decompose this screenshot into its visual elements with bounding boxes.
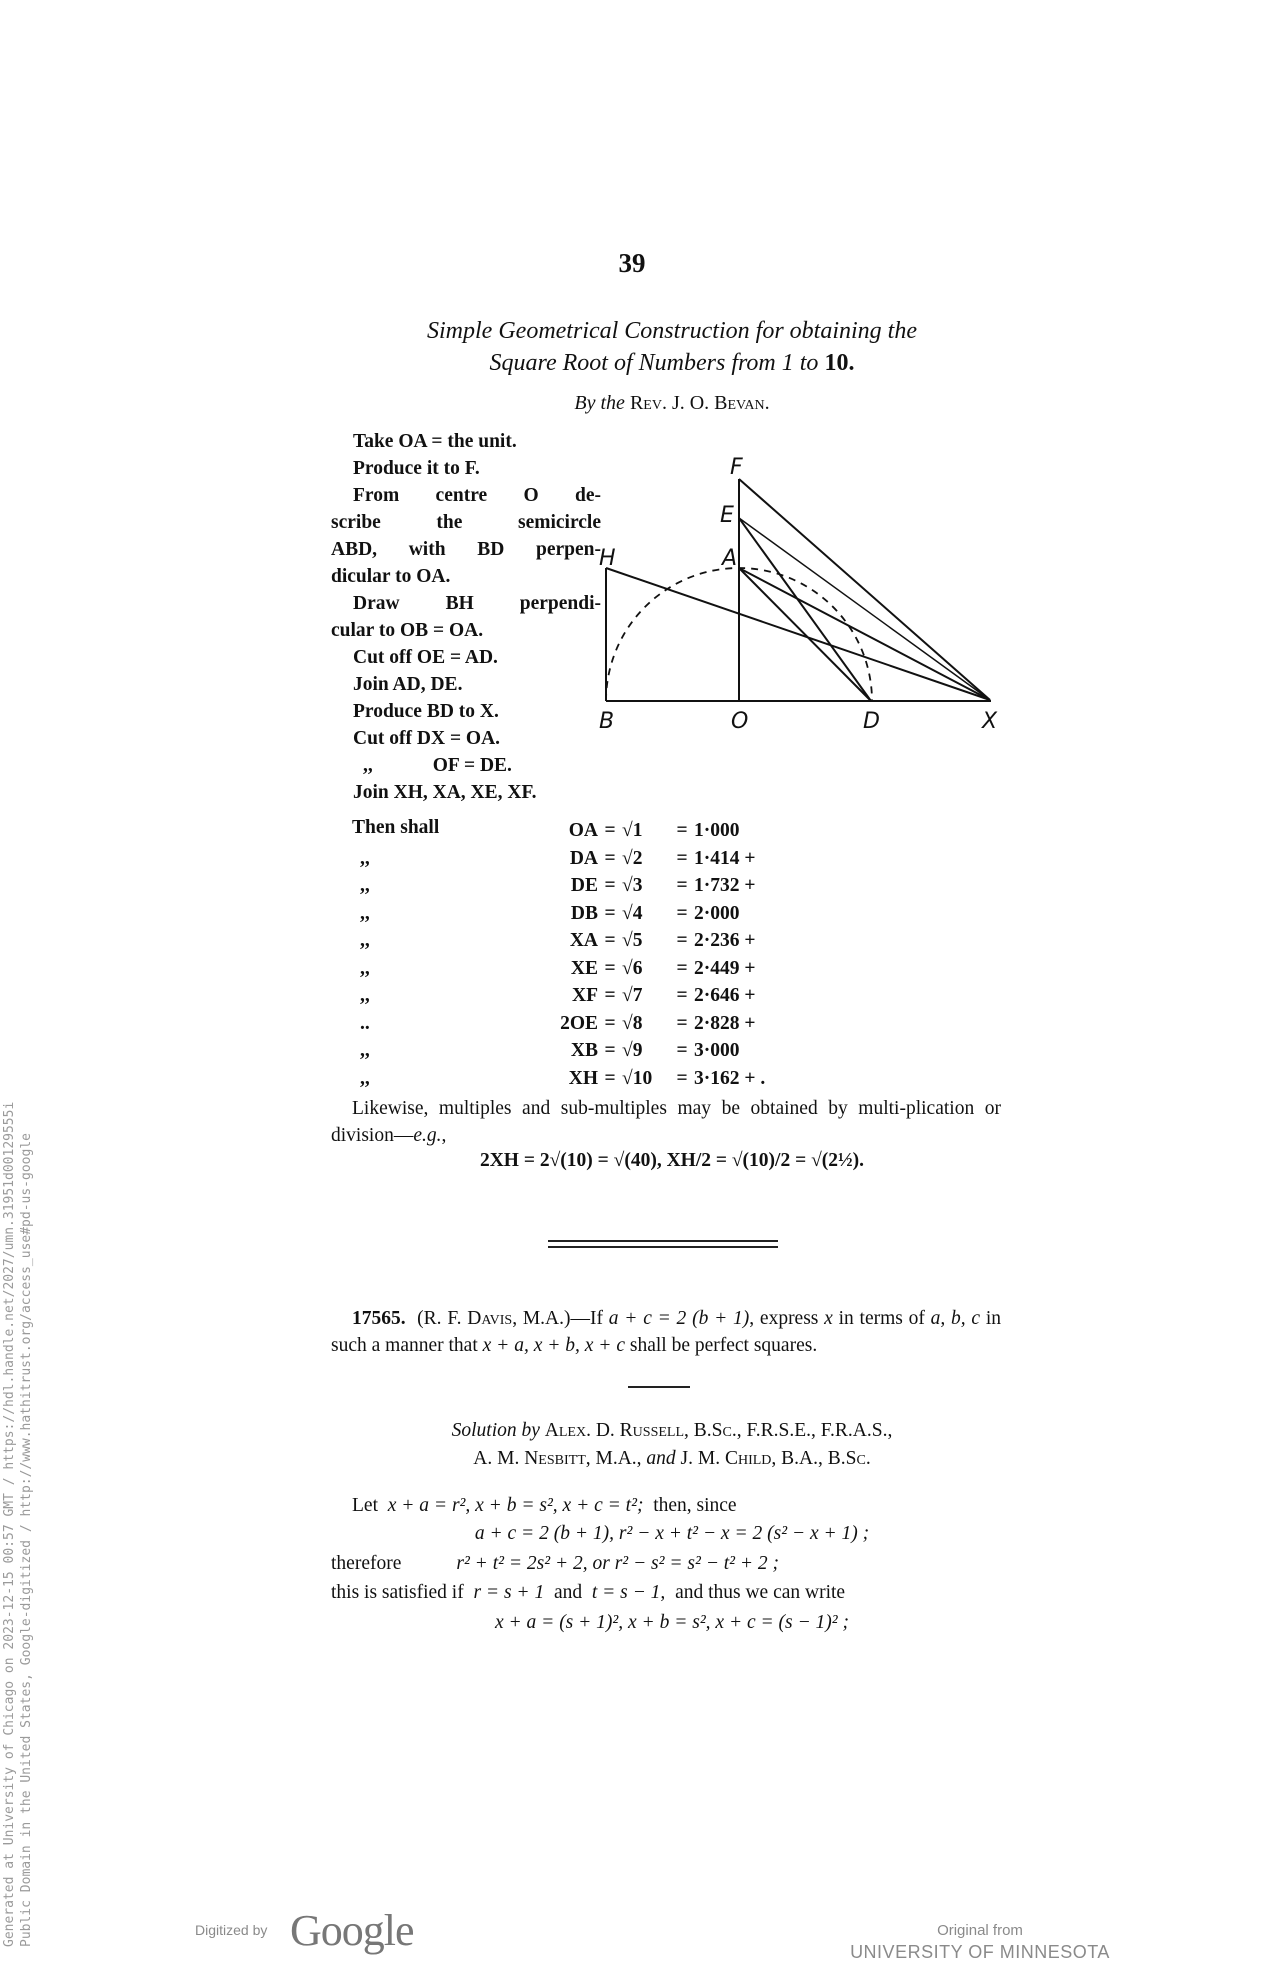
root-label: XF bbox=[572, 985, 598, 1006]
step: Join XH, XA, XE, XF. bbox=[353, 782, 537, 803]
root-expression: √5 bbox=[622, 930, 643, 951]
root-label: OA bbox=[568, 820, 598, 841]
step: Join AD, DE. bbox=[353, 674, 463, 695]
satisfied-suffix: and thus we can write bbox=[675, 1582, 846, 1603]
and-word: and bbox=[646, 1448, 676, 1469]
equation-line: a + c = 2 (b + 1), r² − x + t² − x = 2 (s² − x + 1) ; bbox=[474, 1523, 870, 1544]
equals-sign: = bbox=[604, 1067, 616, 1089]
satisfied-and: and bbox=[553, 1582, 583, 1603]
root-row bbox=[360, 982, 765, 1010]
solution-authors-2a: A. M. Nesbitt, M.A., bbox=[473, 1448, 647, 1469]
satisfied-t: t = s − 1, bbox=[591, 1582, 666, 1603]
root-row bbox=[360, 817, 765, 845]
geometry-diagram bbox=[596, 450, 1016, 750]
equals-sign: = bbox=[676, 1067, 688, 1089]
equals-sign: = bbox=[676, 957, 688, 979]
problem-text: shall be perfect squares. bbox=[624, 1335, 818, 1356]
root-label: 2OE bbox=[560, 1012, 598, 1034]
root-expression: √8 bbox=[622, 1012, 643, 1034]
problem-statement bbox=[331, 1305, 1001, 1359]
equals-sign: = bbox=[604, 847, 616, 869]
solution-by-label: Solution by bbox=[451, 1420, 540, 1441]
equals-sign: = bbox=[604, 1012, 616, 1034]
section-divider-bottom bbox=[548, 1246, 778, 1248]
root-row bbox=[360, 927, 765, 955]
equals-sign: = bbox=[676, 985, 688, 1006]
problem-var-x: x bbox=[824, 1308, 833, 1329]
equals-sign: = bbox=[676, 847, 688, 869]
ditto-mark: ,, bbox=[360, 1040, 370, 1061]
equals-sign: = bbox=[676, 820, 688, 841]
then-shall-label: Then shall bbox=[352, 817, 440, 838]
equals-sign: = bbox=[604, 1040, 616, 1061]
problem-expressions: x + a, x + b, x + c bbox=[482, 1335, 625, 1356]
root-value: 1·732 + bbox=[694, 875, 756, 896]
problem-text: , express bbox=[749, 1308, 825, 1329]
solution-satisfied-line bbox=[331, 1582, 845, 1604]
step-ditto bbox=[331, 752, 601, 779]
likewise-end: , bbox=[441, 1125, 447, 1146]
likewise-paragraph bbox=[331, 1095, 1001, 1149]
solution-final-equation bbox=[0, 1612, 1264, 1634]
final-equation: x + a = (s + 1)², x + b = s², x + c = (s − 1)² ; bbox=[494, 1612, 850, 1633]
equals-sign: = bbox=[604, 902, 616, 924]
root-label: XB bbox=[570, 1040, 598, 1061]
label-B: B bbox=[599, 709, 615, 734]
step: Take OA = the unit. bbox=[353, 431, 517, 452]
root-expression: √1 bbox=[622, 820, 643, 841]
article-title-line-1: Simple Geometrical Construction for obtaining the bbox=[427, 318, 917, 344]
root-row bbox=[360, 845, 765, 873]
example-equation: 2XH = 2√(10) = √(40), XH/2 = √(10)/2 = √(2½). bbox=[479, 1150, 865, 1171]
label-D: D bbox=[863, 709, 880, 734]
equals-sign: = bbox=[604, 985, 616, 1006]
line-HX bbox=[606, 568, 990, 700]
root-expression: √3 bbox=[622, 875, 643, 896]
root-expression: √7 bbox=[622, 985, 643, 1006]
root-row bbox=[360, 955, 765, 983]
root-row bbox=[360, 900, 765, 928]
root-label: XH bbox=[568, 1067, 598, 1089]
equals-sign: = bbox=[676, 930, 688, 951]
eg-abbrev: e.g. bbox=[413, 1125, 442, 1146]
article-title-line-2 bbox=[0, 350, 1264, 377]
problem-vars: a, b, c bbox=[930, 1308, 981, 1329]
root-value: 2·646 + bbox=[694, 985, 756, 1006]
root-label: XA bbox=[569, 930, 598, 951]
root-expression: √4 bbox=[622, 902, 643, 924]
proposer-close: , M.A.)—If bbox=[512, 1308, 609, 1329]
line-AX bbox=[739, 568, 990, 700]
solution-authors-2b: J. M. Child, B.A., B.Sc. bbox=[675, 1448, 871, 1469]
root-expression: √10 bbox=[622, 1067, 653, 1089]
step: Draw BH perpendi- bbox=[353, 593, 601, 614]
root-expression: √2 bbox=[622, 847, 643, 869]
root-label: DA bbox=[569, 847, 598, 869]
solution-authors-1: Alex. D. Russell, B.Sc., F.R.S.E., F.R.A.S., bbox=[544, 1420, 893, 1441]
title-line-2-number: 10. bbox=[824, 350, 855, 376]
solution-authors-line-2 bbox=[0, 1448, 1264, 1470]
root-value: 1·000 bbox=[694, 820, 740, 841]
step: Cut off OE = AD. bbox=[353, 647, 498, 668]
satisfied-r: r = s + 1 bbox=[473, 1582, 545, 1603]
label-E: E bbox=[720, 503, 734, 528]
line-ED bbox=[739, 518, 871, 701]
root-row bbox=[360, 1065, 765, 1093]
equals-sign: = bbox=[676, 1040, 688, 1061]
byline-author: Rev. J. O. Bevan. bbox=[629, 392, 770, 414]
byline-prefix: By the bbox=[574, 392, 625, 414]
ditto-mark: ,, bbox=[360, 930, 370, 951]
root-value: 2·449 + bbox=[694, 957, 756, 979]
root-value: 3·000 bbox=[694, 1040, 740, 1061]
line-EX bbox=[739, 518, 990, 700]
step: scribe the semicircle bbox=[331, 512, 601, 533]
original-from-label: Original from bbox=[937, 1922, 1023, 1939]
root-label: XE bbox=[570, 957, 598, 979]
equals-sign: = bbox=[676, 902, 688, 924]
therefore-equation: r² + t² = 2s² + 2, or r² − s² = s² − t² + 2 ; bbox=[456, 1553, 780, 1574]
likewise-text: Likewise, multiples and sub-multiples may be obtained by multi-plication or division— bbox=[331, 1098, 1001, 1146]
let-word: Let bbox=[352, 1495, 378, 1516]
google-logo: Google bbox=[290, 1906, 414, 1955]
label-A: A bbox=[722, 546, 738, 571]
satisfied-prefix: this is satisfied if bbox=[331, 1582, 464, 1603]
equals-sign: = bbox=[604, 820, 616, 841]
equals-sign: = bbox=[604, 930, 616, 951]
ditto-mark: ,, bbox=[360, 985, 370, 1006]
root-row bbox=[360, 1010, 765, 1038]
proposer-open: (R. F. bbox=[417, 1308, 468, 1329]
ditto-mark bbox=[360, 817, 420, 845]
title-line-2-italic: Square Root of Numbers from 1 to bbox=[489, 350, 825, 376]
step: OF = DE. bbox=[432, 755, 512, 776]
root-value: 3·162 + . bbox=[694, 1067, 766, 1089]
line-AD bbox=[739, 568, 871, 701]
let-equation: x + a = r², x + b = s², x + c = t²; bbox=[387, 1495, 644, 1516]
ditto-mark: .. bbox=[360, 1012, 370, 1034]
solution-therefore-line bbox=[331, 1553, 779, 1575]
step: ABD, with BD perpen- bbox=[331, 539, 601, 560]
page-number: 39 bbox=[618, 248, 646, 278]
proposer-name: Davis bbox=[467, 1308, 513, 1329]
equals-sign: = bbox=[676, 1012, 688, 1034]
step: cular to OB = OA. bbox=[331, 620, 484, 641]
hathitrust-watermark bbox=[1, 947, 35, 1947]
then-since: then, since bbox=[653, 1495, 737, 1516]
ditto-mark: ,, bbox=[360, 902, 370, 924]
ditto-mark: ,, bbox=[360, 1067, 370, 1089]
watermark-line-2: Public Domain in the United States, Google-digitized / http://www.hathitrust.org/access_use#pd-us-google bbox=[19, 1133, 34, 1947]
problem-condition: a + c = 2 (b + 1) bbox=[608, 1308, 750, 1329]
root-value: 2·828 + bbox=[694, 1012, 756, 1034]
label-O: O bbox=[731, 709, 749, 734]
problem-text: in such a manner that bbox=[331, 1308, 1002, 1356]
solution-let-line bbox=[352, 1495, 737, 1517]
root-value: 2·236 + bbox=[694, 930, 756, 951]
root-expression: √9 bbox=[622, 1040, 643, 1061]
label-X: X bbox=[982, 709, 998, 734]
root-row bbox=[360, 872, 765, 900]
root-row bbox=[360, 1037, 765, 1065]
short-rule bbox=[628, 1386, 690, 1388]
root-value: 2·000 bbox=[694, 902, 740, 924]
square-roots-table bbox=[360, 817, 765, 1092]
ditto-mark: ,, bbox=[360, 875, 370, 896]
solution-authors-line-1 bbox=[0, 1420, 1264, 1442]
institution-name: UNIVERSITY OF MINNESOTA bbox=[850, 1942, 1110, 1962]
equals-sign: = bbox=[604, 957, 616, 979]
step: Produce BD to X. bbox=[353, 701, 499, 722]
root-expression: √6 bbox=[622, 957, 643, 979]
step: From centre O de- bbox=[353, 485, 601, 506]
solution-equation-line bbox=[0, 1523, 1264, 1545]
step: Produce it to F. bbox=[353, 458, 480, 479]
section-divider-top bbox=[548, 1240, 778, 1242]
therefore-word: therefore bbox=[331, 1553, 402, 1574]
equals-sign: = bbox=[676, 875, 688, 896]
line-FX bbox=[739, 479, 990, 700]
problem-text: in terms of bbox=[832, 1308, 931, 1329]
watermark-line-1: Generated at University of Chicago on 2023-12-15 00:57 GMT / https://hdl.handle.net/2027/umn.31951d00129555i bbox=[2, 1101, 17, 1947]
label-H: H bbox=[599, 546, 616, 571]
equals-sign: = bbox=[604, 875, 616, 896]
root-value: 1·414 + bbox=[694, 847, 756, 869]
root-label: DB bbox=[570, 902, 598, 924]
step: Cut off DX = OA. bbox=[353, 728, 501, 749]
root-label: DE bbox=[570, 875, 598, 896]
ditto-mark: ,, bbox=[360, 847, 370, 869]
label-F: F bbox=[730, 455, 743, 480]
construction-steps bbox=[331, 428, 601, 806]
ditto-mark: ,, bbox=[363, 755, 373, 776]
digitized-by-label: Digitized by bbox=[195, 1922, 268, 1938]
step: dicular to OA. bbox=[331, 566, 451, 587]
problem-number: 17565. bbox=[352, 1308, 406, 1329]
ditto-mark: ,, bbox=[360, 957, 370, 979]
article-byline bbox=[0, 392, 1264, 415]
